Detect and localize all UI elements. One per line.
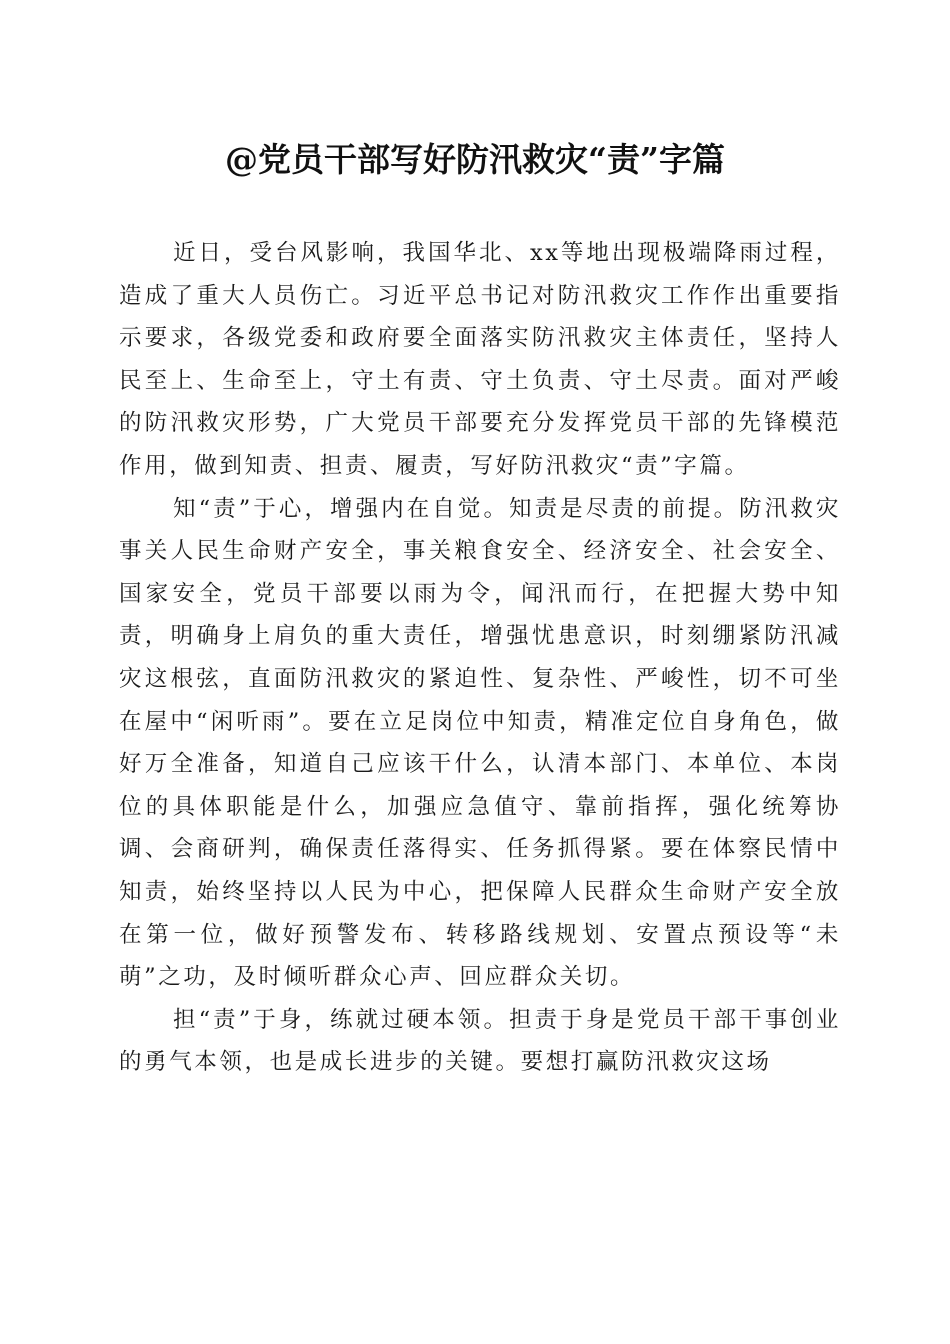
paragraph-intro: 近日，受台风影响，我国华北、xx等地出现极端降雨过程，造成了重大人员伤亡。习近平总书记对防汛救灾工作作出重要指示要求，各级党委和政府要全面落实防汛救灾主体责任，坚持人民至上、生命至上，守土有责、守土负责、守土尽责。面对严峻的防汛救灾形势，广大党员干部要充分发挥党员干部的先锋模范作用，做到知责、担责、履责，写好防汛救灾“责”字篇。: [119, 240, 841, 479]
paragraph-bear-responsibility: 担“责”于身，练就过硬本领。担责于身是党员干部干事创业的勇气本领，也是成长进步的关键。要想打赢防汛救灾这场: [119, 1006, 841, 1076]
document-body: [119, 232, 841, 1084]
document-title: @党员干部写好防汛救灾“责”字篇: [225, 140, 725, 179]
paragraph-know-responsibility: 知“责”于心，增强内在自觉。知责是尽责的前提。防汛救灾事关人民生命财产安全，事关粮食安全、经济安全、社会安全、国家安全，党员干部要以雨为令，闻汛而行，在把握大势中知责，明确身上肩负的重大责任，增强忧患意识，时刻绷紧防汛减灾这根弦，直面防汛救灾的紧迫性、复杂性、严峻性，切不可坐在屋中“闲听雨”。要在立足岗位中知责，精准定位自身角色，做好万全准备，知道自己应该干什么，认清本部门、本单位、本岗位的具体职能是什么，加强应急值守、靠前指挥，强化统筹协调、会商研判，确保责任落得实、任务抓得紧。要在体察民情中知责，始终坚持以人民为中心，把保障人民群众生命财产安全放在第一位，做好预警发布、转移路线规划、安置点预设等“未萌”之功，及时倾听群众心声、回应群众关切。: [119, 495, 841, 991]
